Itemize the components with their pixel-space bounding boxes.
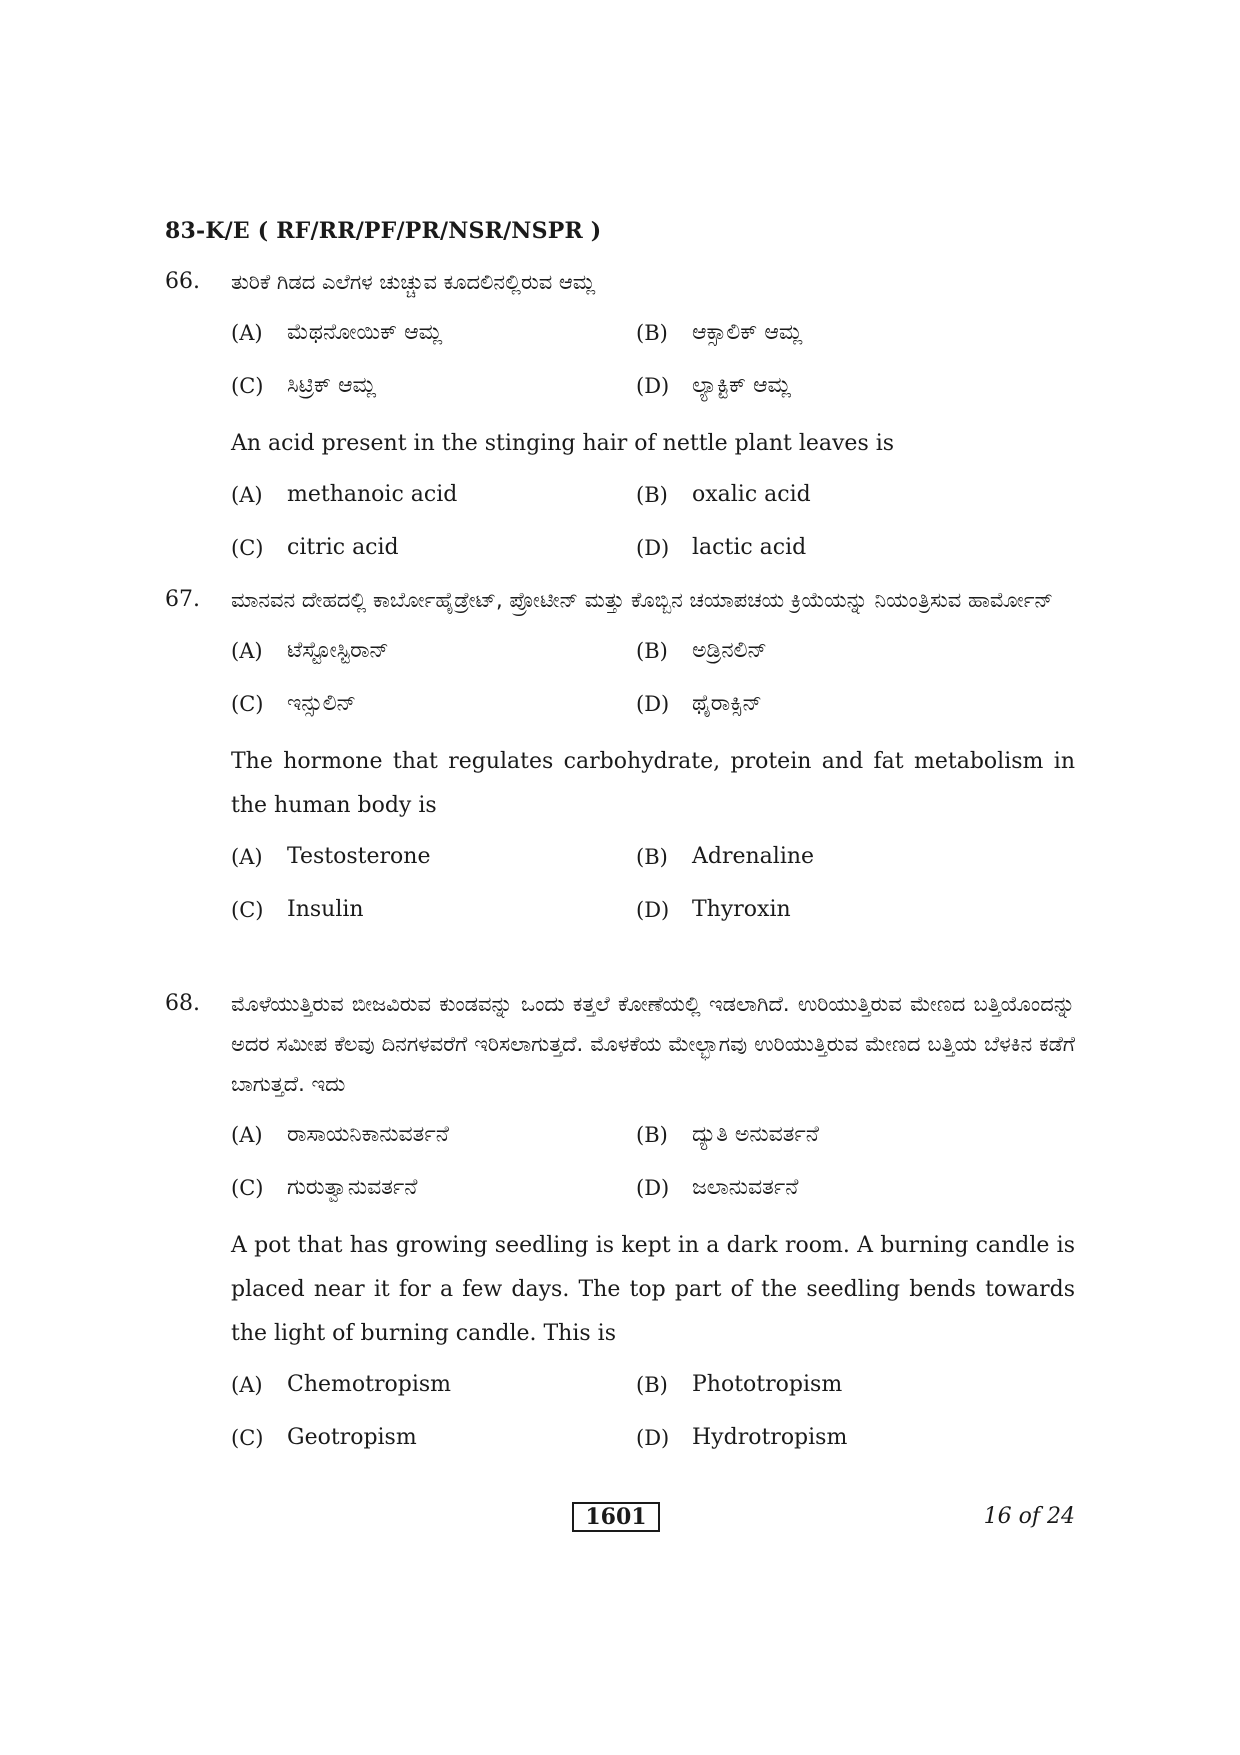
option-b [636, 830, 1041, 883]
option-label: (C) [231, 1425, 264, 1450]
option-text: ಅಡ್ರಿನಲಿನ್ [692, 638, 767, 663]
option-text: ರಾಸಾಯನಿಕಾನುವರ್ತನೆ [287, 1122, 449, 1147]
question-number: 68. [165, 991, 200, 1016]
option-c [231, 883, 636, 936]
option-text: Phototropism [692, 1371, 843, 1397]
question-number: 67. [165, 587, 200, 612]
option-d [636, 677, 1041, 730]
option-text: ಜಲಾನುವರ್ತನೆ [692, 1175, 799, 1200]
option-c [231, 1411, 636, 1464]
option-label: (D) [636, 691, 670, 716]
option-text: ಲ್ಯಾಕ್ಟಿಕ್ ಆಮ್ಲ [692, 373, 792, 398]
option-text: ಟೆಸ್ಟೋಸ್ಟಿರಾನ್ [287, 638, 389, 663]
option-text: ಸಿಟ್ರಿಕ್ ಆಮ್ಲ [287, 373, 377, 398]
option-text: Thyroxin [692, 896, 791, 922]
option-a [231, 468, 636, 521]
english-options [231, 468, 1075, 574]
question-66 [165, 262, 1075, 574]
question-text-kannada: ಮಾನವನ ದೇಹದಲ್ಲಿ ಕಾರ್ಬೋಹೈಡ್ರೇಟ್, ಪ್ರೋಟೀನ್ ಮತ್ತು ಕೊಬ್ಬಿನ ಚಯಾಪಚಯ ಕ್ರಿಯೆಯನ್ನು ನಿಯಂತ್ರಿಸುವ ಹಾರ್ಮೋನ್ [231, 588, 1054, 612]
option-d [636, 521, 1041, 574]
option-d [636, 359, 1041, 412]
option-text: oxalic acid [692, 481, 811, 507]
question-text-kannada: ತುರಿಕೆ ಗಿಡದ ಎಲೆಗಳ ಚುಚ್ಚುವ ಕೂದಲಿನಲ್ಲಿರುವ ಆಮ್ಲ [231, 270, 596, 294]
question-text-english: An acid present in the stinging hair of nettle plant leaves is [231, 431, 895, 456]
option-label: (B) [636, 320, 668, 345]
paper-serial-code: 1601 [572, 1502, 660, 1532]
option-label: (D) [636, 1175, 670, 1200]
option-b [636, 624, 1041, 677]
option-text: lactic acid [692, 534, 807, 560]
option-text: methanoic acid [287, 481, 458, 507]
option-label: (C) [231, 897, 264, 922]
option-c [231, 677, 636, 730]
option-d [636, 883, 1041, 936]
option-text: Chemotropism [287, 1371, 452, 1397]
option-text: ಗುರುತ್ವಾನುವರ್ತನೆ [287, 1175, 418, 1200]
kannada-options [231, 1108, 1075, 1214]
option-label: (B) [636, 844, 668, 869]
option-text: ಇನ್ಸುಲಿನ್ [287, 691, 357, 716]
option-text: citric acid [287, 534, 399, 560]
question-68 [165, 984, 1075, 1464]
kannada-options [231, 306, 1075, 412]
option-text: ದ್ಯುತಿ ಅನುವರ್ತನೆ [692, 1122, 819, 1147]
option-b [636, 306, 1041, 359]
paper-code-header: 83-K/E ( RF/RR/PF/PR/NSR/NSPR ) [165, 218, 602, 244]
option-label: (A) [231, 1372, 263, 1397]
question-text-english: A pot that has growing seedling is kept in a dark room. A burning candle is placed near it for a few days. The top part of the seedling bends towards the light of burning candle. This is [231, 1233, 1075, 1346]
option-label: (D) [636, 373, 670, 398]
option-label: (C) [231, 535, 264, 560]
option-label: (D) [636, 897, 670, 922]
option-label: (A) [231, 482, 263, 507]
option-label: (B) [636, 638, 668, 663]
english-options [231, 830, 1075, 936]
option-label: (D) [636, 1425, 670, 1450]
option-a [231, 1108, 636, 1161]
option-label: (C) [231, 1175, 264, 1200]
option-text: ಮೆಥನೋಯಿಕ್ ಆಮ್ಲ [287, 320, 443, 345]
page-number: 16 of 24 [983, 1504, 1075, 1529]
option-a [231, 830, 636, 883]
question-text-english: The hormone that regulates carbohydrate, protein and fat metabolism in the human body is [231, 749, 1075, 818]
option-b [636, 1108, 1041, 1161]
kannada-options [231, 624, 1075, 730]
option-text: ಆಕ್ಸಾಲಿಕ್ ಆಮ್ಲ [692, 320, 803, 345]
option-text: Geotropism [287, 1424, 417, 1450]
option-a [231, 306, 636, 359]
question-67 [165, 580, 1075, 936]
option-text: Insulin [287, 896, 364, 922]
option-label: (A) [231, 638, 263, 663]
option-text: Hydrotropism [692, 1424, 848, 1450]
option-label: (A) [231, 320, 263, 345]
option-label: (A) [231, 844, 263, 869]
option-label: (B) [636, 482, 668, 507]
option-d [636, 1161, 1041, 1214]
english-options [231, 1358, 1075, 1464]
option-b [636, 1358, 1041, 1411]
option-text: ಥೈರಾಕ್ಸಿನ್ [692, 691, 762, 716]
option-label: (A) [231, 1122, 263, 1147]
option-label: (C) [231, 373, 264, 398]
option-a [231, 1358, 636, 1411]
option-label: (B) [636, 1122, 668, 1147]
option-label: (C) [231, 691, 264, 716]
option-b [636, 468, 1041, 521]
option-label: (B) [636, 1372, 668, 1397]
option-text: Adrenaline [692, 843, 815, 869]
question-number: 66. [165, 269, 200, 294]
option-label: (D) [636, 535, 670, 560]
option-c [231, 1161, 636, 1214]
question-text-kannada: ಮೊಳೆಯುತ್ತಿರುವ ಬೀಜವಿರುವ ಕುಂಡವನ್ನು ಒಂದು ಕತ್ತಲೆ ಕೋಣೆಯಲ್ಲಿ ಇಡಲಾಗಿದೆ. ಉರಿಯುತ್ತಿರುವ ಮೇಣದ ಬತ್ತಿಯೊಂದನ್ನು ಅದರ ಸಮೀಪ ಕೆಲವು ದಿನಗಳವರೆಗೆ ಇರಿಸಲಾಗುತ್ತದೆ. ಮೊಳಕೆಯ ಮೇಲ್ಭಾಗವು ಉರಿಯುತ್ತಿರುವ ಮೇಣದ ಬತ್ತಿಯ ಬೆಳಕಿನ ಕಡೆಗೆ ಬಾಗುತ್ತದೆ. ಇದು [231, 992, 1075, 1096]
option-c [231, 521, 636, 574]
option-c [231, 359, 636, 412]
option-a [231, 624, 636, 677]
option-d [636, 1411, 1041, 1464]
option-text: Testosterone [287, 843, 431, 869]
